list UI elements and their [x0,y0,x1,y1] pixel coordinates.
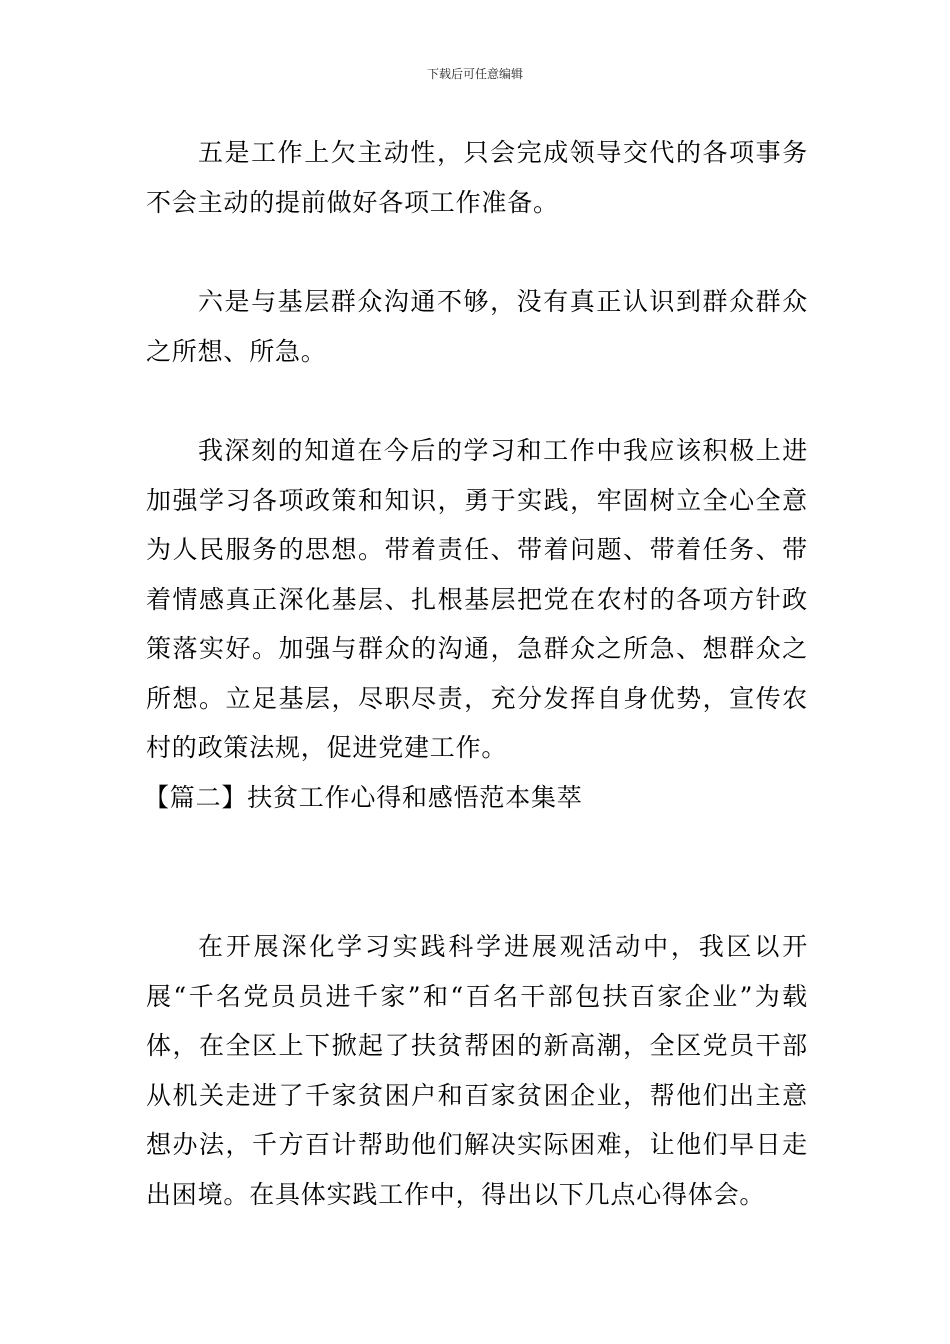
section-heading: 【篇二】扶贫工作心得和感悟范本集萃 [144,782,583,812]
page-header: 下载后可任意编辑 [426,67,523,81]
paragraph-reflection: 我深刻的知道在今后的学习和工作中我应该积极上进加强学习各项政策和知识，勇于实践，牢固树立全心全意为人民服务的思想。带着责任、带着问题、带着任务、带着情感真正深化基层、扎根基层把党在农村的各项方针政策落实好。加强与群众的沟通，急群众之所急、想群众之所想。立足基层，尽职尽责，充分发挥自身优势，宣传农村的政策法规，促进党建工作。 [146,436,808,762]
document-body [146,128,808,1219]
paragraph-point-five: 五是工作上欠主动性，只会完成领导交代的各项事务不会主动的提前做好各项工作准备。 [146,138,808,217]
paragraph-section-intro: 在开展深化学习实践科学进展观活动中，我区以开展“千名党员员进千家”和“百名干部包扶百家企业”为载体，在全区上下掀起了扶贫帮困的新高潮，全区党员干部从机关走进了千家贫困户和百家贫困企业，帮他们出主意想办法，千方百计帮助他们解决实际困难，让他们早日走出困境。在具体实践工作中，得出以下几点心得体会。 [146,932,808,1209]
paragraph-point-six: 六是与基层群众沟通不够，没有真正认识到群众群众之所想、所急。 [146,287,808,366]
